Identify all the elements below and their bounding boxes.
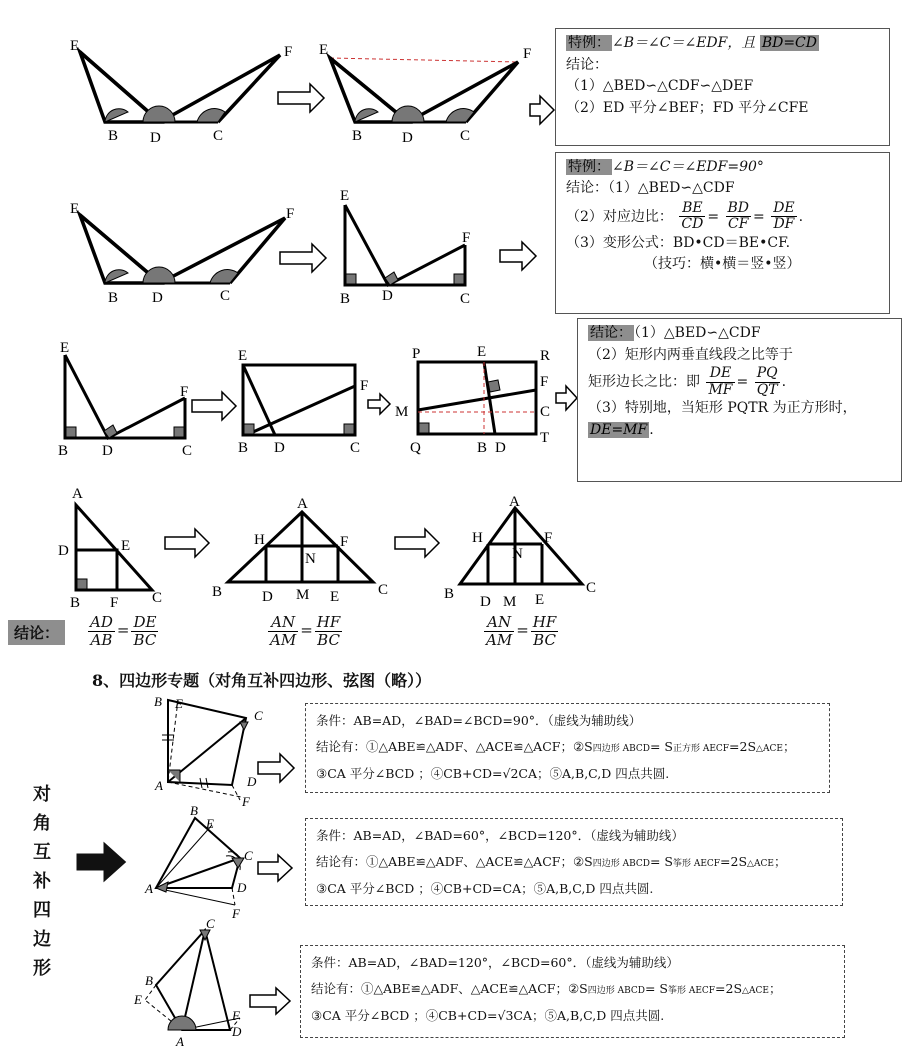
fraction-pq-qt: $\frac{PQ}{QT}$: [756, 365, 778, 398]
quad-fig2: [156, 818, 244, 905]
quad2-conclusion: 结论有：①△ABE≌△ADF、△ACE≌△ACF；②S四边形 ABCD= S筝形 AECF=2S△ACE；: [316, 854, 787, 870]
fraction-be-cd: $\frac{BE}{CD}$: [681, 200, 704, 233]
quad-box-2: [305, 818, 843, 906]
svg-text:F: F: [286, 206, 295, 222]
svg-text:E: E: [535, 592, 545, 608]
conclusion-1-line2: （2）ED 平分∠BEF；FD 平分∠CFE: [566, 100, 809, 117]
svg-text:N: N: [512, 546, 523, 562]
svg-text:E: E: [121, 538, 131, 554]
row1-fig2: [330, 58, 518, 122]
quad1-line3: ③CA 平分∠BCD ；④CB+CD=√2CA；⑤A,B,C,D 四点共圆.: [316, 765, 670, 781]
svg-text:A: A: [145, 881, 153, 896]
svg-text:A: A: [72, 486, 83, 502]
svg-text:C: C: [213, 128, 224, 144]
special-case-box-2: 特例： ∠B＝∠C＝∠EDF=90° 结论：（1）△BED∽△CDF （2）对应边比： $\frac{BE}{CD}$ = $\frac{BD}{CF}$ = $\frac{DE}{DF}$ . （3）变形公式：BD•CD＝BE•CF. （技巧：横•横＝竖•竖）: [555, 152, 890, 314]
svg-text:B: B: [58, 443, 69, 459]
row1-fig1: [80, 52, 280, 122]
special-case-box-1: [555, 28, 890, 146]
quad-box-1: [305, 703, 830, 793]
arrow-10: [258, 754, 294, 782]
tag-special-1: 特例：: [568, 35, 610, 51]
svg-text:B: B: [238, 440, 249, 456]
svg-text:F: F: [110, 595, 119, 611]
conclusion-2-tip: （技巧：横•横＝竖•竖）: [644, 255, 801, 272]
svg-text:A: A: [509, 494, 520, 510]
svg-text:B: B: [212, 584, 223, 600]
svg-text:C: C: [206, 916, 215, 931]
svg-text:B: B: [477, 440, 488, 456]
svg-text:C: C: [540, 404, 551, 420]
svg-text:N: N: [305, 551, 316, 567]
quad-point-labels: [133, 694, 263, 1049]
svg-text:E: E: [70, 201, 80, 217]
arrow-6: [368, 394, 390, 414]
svg-text:D: D: [402, 130, 413, 146]
svg-text:C: C: [378, 582, 389, 598]
svg-text:A: A: [176, 1034, 184, 1049]
arrow-12: [250, 988, 290, 1014]
svg-text:C: C: [220, 288, 231, 304]
svg-text:C: C: [152, 590, 163, 606]
row4-fig1: [76, 505, 152, 590]
conclusion-box-3: 结论： （1）△BED∽△CDF （2）矩形内两垂直线段之比等于 矩形边长之比：即 $\frac{DE}{MF}$ = $\frac{PQ}{QT}$ . （3）特别地，当矩形 PQTR 为正方形时， DE=MF .: [577, 318, 902, 482]
svg-text:F: F: [242, 794, 250, 809]
svg-text:D: D: [232, 1024, 242, 1039]
svg-text:C: C: [182, 443, 193, 459]
svg-text:B: B: [70, 595, 81, 611]
svg-text:M: M: [503, 594, 517, 610]
quad-box-3: [300, 945, 845, 1038]
row4-fig2: [228, 512, 373, 582]
svg-text:F: F: [544, 530, 553, 546]
svg-text:E: E: [477, 344, 487, 360]
conclusion-3-line3: 矩形边长之比：即: [588, 374, 700, 391]
arrow-11: [258, 855, 292, 881]
quad3-conclusion: 结论有：①△ABE≌△ADF、△ACE≌△ACF；②S四边形 ABCD= S筝形 AECF=2S△ACE；: [311, 981, 782, 997]
conclusion-1-line1: （1）△BED∽△CDF∽△DEF: [566, 78, 754, 95]
condition-1-highlight: BD=CD: [761, 35, 817, 51]
svg-text:F: F: [340, 534, 349, 550]
section-title: 8、四边形专题（对角互补四边形、弦图（略））: [92, 671, 432, 690]
svg-text:F: F: [232, 1008, 240, 1023]
fraction-bd-cf: $\frac{BD}{CF}$: [727, 200, 750, 233]
conclusion-3-line4: （3）特别地，当矩形 PQTR 为正方形时，: [588, 400, 857, 417]
svg-text:E: E: [175, 696, 183, 711]
svg-text:H: H: [472, 530, 483, 546]
svg-text:E: E: [330, 589, 340, 605]
arrow-4: [500, 242, 536, 270]
condition-1: ∠B＝∠C＝∠EDF，且: [612, 35, 760, 51]
svg-text:E: E: [340, 188, 350, 204]
conclusion-formula-1: $\frac{AD}{AB}$ = $\frac{DE}{BC}$: [90, 613, 157, 649]
quad-fig3: [145, 930, 240, 1030]
svg-text:C: C: [244, 848, 253, 863]
svg-text:A: A: [155, 778, 163, 793]
svg-text:D: D: [102, 443, 113, 459]
vertical-label: 对 角 互 补 四 边 形: [33, 784, 51, 979]
svg-text:C: C: [586, 580, 597, 596]
quad-fig1: [162, 700, 248, 800]
svg-text:B: B: [444, 586, 455, 602]
svg-text:E: E: [206, 816, 214, 831]
svg-text:F: F: [232, 906, 240, 921]
svg-text:F: F: [180, 384, 189, 400]
arrow-5: [192, 392, 236, 420]
row2-fig1: [80, 215, 285, 283]
svg-text:A: A: [297, 496, 308, 512]
conclusion-2-line2: （2）对应边比：: [566, 208, 673, 225]
svg-text:D: D: [150, 130, 161, 146]
conclusion-3-line1: （1）△BED∽△CDF: [634, 325, 761, 341]
svg-text:F: F: [523, 46, 532, 62]
conclusion-2-line3: （3）变形公式：BD•CD＝BE•CF.: [566, 234, 791, 251]
svg-text:R: R: [540, 348, 551, 364]
arrow-1: [278, 84, 324, 112]
svg-text:D: D: [152, 290, 163, 306]
svg-text:B: B: [145, 973, 153, 988]
svg-text:B: B: [340, 291, 351, 307]
svg-text:C: C: [350, 440, 361, 456]
svg-text:B: B: [154, 694, 162, 709]
svg-text:E: E: [70, 38, 80, 54]
svg-text:D: D: [58, 543, 69, 559]
svg-text:D: D: [382, 288, 393, 304]
svg-text:E: E: [134, 992, 142, 1007]
arrow-9: [395, 529, 439, 557]
arrow-2: [530, 96, 554, 124]
quad2-condition: 条件：AB=AD，∠BAD=60°，∠BCD=120°．（虚线为辅助线）: [316, 828, 684, 843]
svg-text:D: D: [495, 440, 506, 456]
row3-fig1: [65, 355, 185, 438]
big-arrow: [78, 845, 124, 879]
quad3-line3: ③CA 平分∠BCD ；④CB+CD=√3CA；⑤A,B,C,D 四点共圆.: [311, 1007, 665, 1023]
arrow-7: [556, 386, 577, 410]
arrow-3: [280, 244, 326, 272]
quad2-line3: ③CA 平分∠BCD ；④CB+CD=CA；⑤A,B,C,D 四点共圆.: [316, 880, 654, 896]
conclusion-label-1: 结论：: [566, 56, 608, 73]
quad1-condition: 条件：AB=AD，∠BAD=∠BCD=90°．（虚线为辅助线）: [316, 713, 642, 728]
svg-text:D: D: [237, 880, 247, 895]
tag-special-2: 特例：: [568, 159, 610, 175]
conclusion-label: 结论：: [8, 620, 65, 645]
row3-fig2: [243, 365, 355, 435]
quad1-conclusion: 结论有：①△ABE≌△ADF、△ACE≌△ACF；②S四边形 ABCD= S正方形 AECF=2S△ACE；: [316, 739, 796, 755]
svg-text:F: F: [540, 374, 549, 390]
svg-text:B: B: [352, 128, 363, 144]
svg-text:C: C: [254, 708, 263, 723]
svg-text:C: C: [460, 291, 471, 307]
row2-fig2: [345, 205, 465, 285]
svg-text:Q: Q: [410, 440, 421, 456]
svg-text:M: M: [296, 587, 310, 603]
condition-2: ∠B＝∠C＝∠EDF=90°: [612, 159, 764, 175]
fraction-de-df: $\frac{DE}{DF}$: [773, 200, 795, 233]
row3-fig3: [418, 362, 536, 434]
svg-text:D: D: [274, 440, 285, 456]
fraction-de-mf: $\frac{DE}{MF}$: [708, 365, 733, 398]
svg-text:B: B: [190, 803, 198, 818]
svg-text:P: P: [412, 346, 421, 362]
svg-text:D: D: [262, 589, 273, 605]
svg-text:T: T: [540, 430, 550, 446]
quad3-condition: 条件：AB=AD，∠BAD=120°，∠BCD=60°．（虚线为辅助线）: [311, 955, 679, 970]
svg-text:D: D: [247, 774, 257, 789]
conclusion-formula-2: $\frac{AN}{AM}$ = $\frac{HF}{BC}$: [270, 613, 341, 649]
conclusion-3-highlight: DE=MF: [590, 421, 648, 438]
conclusion-3-line2: （2）矩形内两垂直线段之比等于: [588, 346, 793, 363]
svg-text:F: F: [360, 378, 369, 394]
tag-conclusion-3: 结论：: [590, 325, 632, 341]
svg-text:C: C: [460, 128, 471, 144]
svg-text:M: M: [395, 404, 409, 420]
svg-text:B: B: [108, 128, 119, 144]
svg-text:E: E: [60, 340, 70, 356]
svg-text:E: E: [238, 348, 248, 364]
svg-text:H: H: [254, 532, 265, 548]
svg-text:B: B: [108, 290, 119, 306]
svg-text:F: F: [284, 44, 293, 60]
conclusion-formula-3: $\frac{AN}{AM}$ = $\frac{HF}{BC}$: [486, 613, 557, 649]
svg-text:D: D: [480, 594, 491, 610]
conclusion-2-line1: 结论：（1）△BED∽△CDF: [566, 180, 735, 196]
svg-text:E: E: [319, 42, 329, 58]
arrow-8: [165, 529, 209, 557]
svg-text:F: F: [462, 230, 471, 246]
